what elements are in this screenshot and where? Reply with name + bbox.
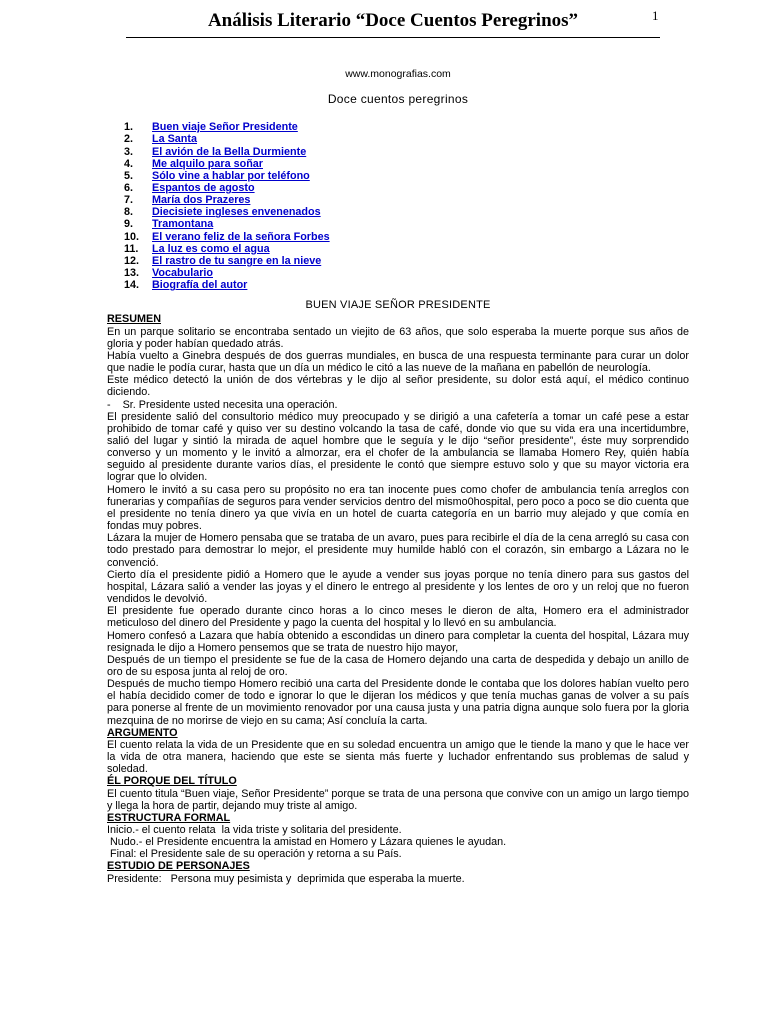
paragraph: El presidente salió del consultorio médico muy preocupado y se dirigió a una cafetería a tomar un café pese a estar prohibido de tomar café y quiso ver su destino volcando la tasa de café, donde vio que su vida era una incertidumbre, salió del lugar y sintió la mirada de aquel hombre que le seguía y le dijo “señor presidente”, éste muy sorprendido converso y un momento y le invitó a almorzar, era el chofer de la ambulancia se llamaba Homero Rey, quién había seguido al presidente durante varios días, el presidente le contó que siempre estuvo solo y que su mayor victoria era lograr que lo olviden. [107, 410, 689, 484]
toc-link[interactable]: Vocabulario [152, 267, 213, 279]
toc-number: 7. [124, 194, 134, 207]
toc-number: 6. [124, 182, 134, 195]
toc-number: 12. [124, 254, 140, 267]
paragraph: Después de mucho tiempo Homero recibió una carta del Presidente donde le contaba que los dolores habían vuelto pero el había decidido comer de todo e ignorar lo que le dijeran los médicos y que tenía muchas ganas de volver a su país para ponerse al frente de un movimiento renovador por una causa justa y una patria digna aunque solo fuera por la gloria mezquina de no morirse de viejo en su cama; Así concluía la carta. [107, 678, 689, 727]
toc-item [107, 182, 689, 194]
paragraph: En un parque solitario se encontraba sentado un viejito de 63 años, que solo esperaba la muerte porque sus años de gloria y poder habían quedado atrás. [107, 325, 689, 350]
toc-link[interactable]: La luz es como el agua [152, 242, 270, 255]
heading-porque-titulo: ÉL PORQUE DEL TÍTULO [107, 775, 237, 788]
header-title: Análisis Literario “Doce Cuentos Peregrinos” [207, 10, 579, 31]
toc-item [107, 121, 689, 133]
toc-number: 10. [124, 230, 140, 243]
toc-item [107, 133, 689, 145]
table-of-contents [107, 121, 689, 291]
toc-item [107, 146, 689, 158]
toc-number: 4. [124, 157, 134, 170]
toc-item [107, 206, 689, 218]
toc-link[interactable]: La Santa [152, 133, 198, 146]
toc-item [107, 231, 689, 243]
toc-number: 11. [124, 242, 139, 255]
document-body [107, 68, 689, 885]
paragraph: Homero le invitó a su casa pero su propósito no era tan inocente pues como chofer de ambulancia tenía arreglos con funerarias y compañías de seguros para vender servicios dentro del mismo0hospital, pero poco a poco se dio cuenta que el presidente no tenía dinero ya que vivía en un hotel de cuarta categoría en un barrio muy alejado y que comía en fondas muy pobres. [107, 483, 689, 533]
source-url: www.monografias.com [345, 68, 451, 80]
heading-argumento: ARGUMENTO [107, 726, 178, 739]
toc-item [107, 255, 689, 267]
paragraph: Inicio.- el cuento relata la vida triste y solitaria del presidente. [107, 824, 402, 836]
paragraph: Había vuelto a Ginebra después de dos guerras mundiales, en busca de una respuesta terminante para curar un dolor que nadie le podía curar, hasta que un día un médico le citó a las nueve de la mañana en pabellón de neurología. [107, 349, 689, 375]
toc-item [107, 218, 689, 230]
page-number: 1 [652, 8, 659, 23]
toc-link[interactable]: Espantos de agosto [152, 182, 255, 195]
section-title: BUEN VIAJE SEÑOR PRESIDENTE [305, 299, 491, 312]
paragraph: El cuento relata la vida de un Presidente que en su soledad encuentra un amigo que le tiende la mano y que le hace ver la vida de otra manera, haciendo que este se sienta más fuerte y luchador enfrentando sus problemas de salud y soledad. [107, 738, 689, 776]
toc-link[interactable]: Me alquilo para soñar [152, 157, 263, 170]
toc-item [107, 267, 689, 279]
toc-number: 2. [124, 133, 134, 146]
paragraph: - Sr. Presidente usted necesita una operación. [107, 398, 338, 411]
heading-resumen: RESUMEN [107, 313, 161, 326]
paragraph: Lázara la mujer de Homero pensaba que se trataba de un avaro, pues para recibirle el día de la cena arregló su casa con todo prestado para demostrar lo mejor, el presidente muy humilde habló con el corazón, sin embargo a Lázara no le convenció. [107, 532, 689, 569]
paragraph: El cuento titula “Buen viaje, Señor Presidente” porque se trata de una persona que convive con un amigo un largo tiempo y llega la hora de partir, dejando muy triste al amigo. [107, 787, 689, 812]
toc-number: 5. [124, 169, 134, 182]
toc-number: 9. [124, 218, 134, 231]
toc-item [107, 194, 689, 206]
heading-estructura-formal: ESTRUCTURA FORMAL [107, 811, 231, 824]
toc-item [107, 158, 689, 170]
toc-number: 14. [124, 279, 140, 292]
doc-title: Doce cuentos peregrinos [327, 92, 469, 107]
paragraph: Final: el Presidente sale de su operación y retorna a su País. [107, 848, 402, 861]
paragraph: Homero confesó a Lazara que había obtenido a escondidas un dinero para completar la cuenta del hospital, Lázara muy resignada le dijo a Homero pensemos que se trata de nuestro hijo mayor, [107, 629, 689, 654]
paragraph: Nudo.- el Presidente encuentra la amistad en Homero y Lázara quienes le ayudan. [107, 836, 507, 849]
paragraph: Este médico detectó la unión de dos vértebras y le dijo al señor presidente, su dolor está aquí, el médico continuo diciendo. [107, 374, 689, 399]
toc-link[interactable]: Buen viaje Señor Presidente [152, 121, 298, 134]
toc-link[interactable]: Diecisiete ingleses envenenados [152, 206, 321, 219]
paragraph: Presidente: Persona muy pesimista y deprimida que esperaba la muerte. [107, 872, 465, 885]
paragraph: Después de un tiempo el presidente se fue de la casa de Homero dejando una carta de despedida y debajo un anillo de oro de su esposa junta al reloj de oro. [107, 653, 689, 678]
toc-link[interactable]: Tramontana [152, 218, 214, 231]
toc-item [107, 243, 689, 255]
toc-number: 1. [124, 121, 134, 134]
paragraph: El presidente fue operado durante cinco horas a lo cinco meses le dieron de alta, Homero era el administrador meticuloso del dinero del Presidente y pago la cuenta del hospital y lo llevó en su ambulancia. [107, 605, 689, 630]
toc-number: 3. [124, 145, 134, 158]
toc-link[interactable]: Biografía del autor [152, 279, 248, 292]
toc-number: 8. [124, 206, 134, 219]
toc-link[interactable]: Sólo vine a hablar por teléfono [152, 169, 310, 182]
toc-number: 13. [124, 267, 140, 279]
toc-link[interactable]: El avión de la Bella Durmiente [152, 145, 307, 158]
toc-link[interactable]: El verano feliz de la señora Forbes [152, 230, 330, 243]
toc-link[interactable]: El rastro de tu sangre en la nieve [152, 254, 322, 267]
toc-link[interactable]: María dos Prazeres [152, 194, 251, 207]
toc-item [107, 279, 689, 291]
heading-estudio-personajes: ESTUDIO DE PERSONAJES [107, 860, 250, 873]
toc-item [107, 170, 689, 182]
page-header [126, 8, 660, 38]
paragraph: Cierto día el presidente pidió a Homero que le ayude a vender sus joyas porque no tenía dinero para sus gastos del hospital, Lázara salió a vender las joyas y el dinero le entrego al presidente y los lentes de oro y un reloj que no fueron vendidos le devolvió. [107, 568, 689, 606]
